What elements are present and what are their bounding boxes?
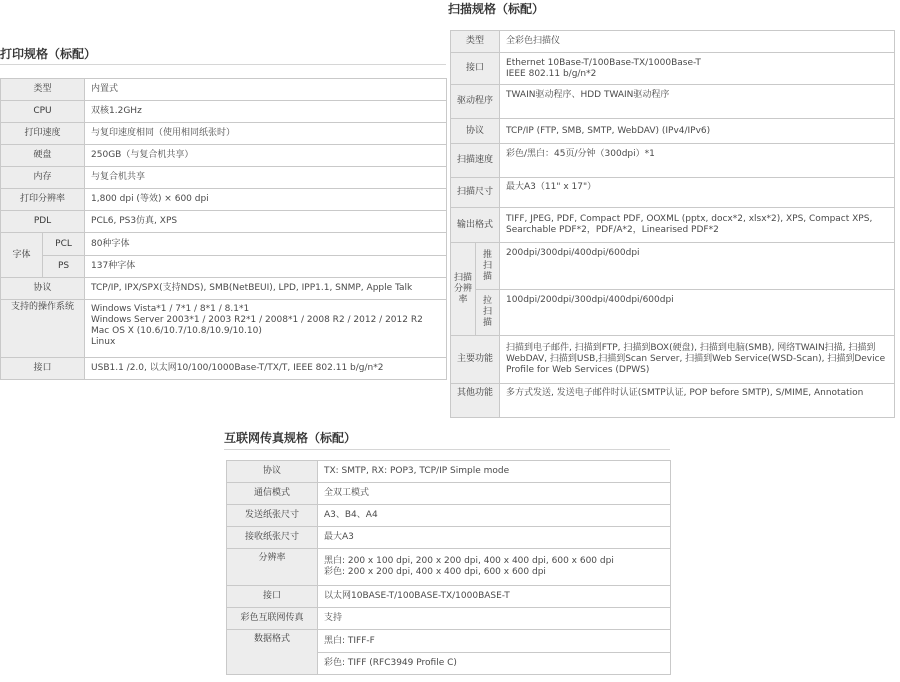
spec-value: TWAIN驱动程序、HDD TWAIN驱动程序 — [500, 85, 895, 119]
spec-value: 全双工模式 — [318, 483, 671, 505]
spec-key: 数据格式 — [227, 630, 318, 675]
spec-key: 分辨率 — [227, 549, 318, 586]
spec-value: 扫描到电子邮件, 扫描到FTP, 扫描到BOX(硬盘), 扫描到电脑(SMB), 网络TWAIN扫描, 扫描到WebDAV, 扫描到USB,扫描到Scan Server, 扫描到Web Service(WSD-Scan), 扫描到Device Profile for Web Services (DPWS) — [500, 336, 895, 384]
spec-value: 多方式发送, 发送电子邮件时认证(SMTP认证, POP before SMTP), S/MIME, Annotation — [500, 384, 895, 418]
spec-key: 主要功能 — [451, 336, 500, 384]
spec-subkey: 推扫描 — [476, 243, 500, 290]
spec-value: 黑白: TIFF-F — [318, 630, 671, 653]
spec-value: 支持 — [318, 608, 671, 630]
table-row — [451, 144, 895, 178]
spec-value: 全彩色扫描仪 — [500, 31, 895, 53]
spec-value: TCP/IP, IPX/SPX(支持NDS), SMB(NetBEUI), LPD, IPP1.1, SNMP, Apple Talk — [85, 278, 447, 300]
spec-key: 接口 — [451, 53, 500, 85]
spec-key: CPU — [1, 101, 85, 123]
table-row — [227, 549, 671, 586]
spec-value: PCL6, PS3仿真, XPS — [85, 211, 447, 233]
spec-key: PDL — [1, 211, 85, 233]
table-row — [451, 290, 895, 336]
spec-value: TX: SMTP, RX: POP3, TCP/IP Simple mode — [318, 461, 671, 483]
scan-spec-title: 扫描规格（标配） — [448, 2, 545, 16]
table-row — [1, 79, 447, 101]
spec-subkey: 拉扫描 — [476, 290, 500, 336]
table-row — [451, 178, 895, 208]
spec-value: Ethernet 10Base-T/100Base-TX/1000Base-T IEEE 802.11 b/g/n*2 — [500, 53, 895, 85]
table-row — [1, 167, 447, 189]
table-row — [451, 119, 895, 144]
spec-value: 80种字体 — [85, 233, 447, 256]
table-row — [227, 608, 671, 630]
spec-value: 最大A3 — [318, 527, 671, 549]
spec-key: 类型 — [1, 79, 85, 101]
table-row — [1, 278, 447, 300]
spec-value: 100dpi/200dpi/300dpi/400dpi/600dpi — [500, 290, 895, 336]
table-row — [227, 505, 671, 527]
spec-key: 打印分辨率 — [1, 189, 85, 211]
spec-value: 以太网10BASE-T/100BASE-TX/1000BASE-T — [318, 586, 671, 608]
table-row — [451, 208, 895, 243]
spec-value: 137种字体 — [85, 256, 447, 278]
table-row — [451, 243, 895, 290]
table-row — [227, 483, 671, 505]
spec-key: 类型 — [451, 31, 500, 53]
table-row — [1, 123, 447, 145]
table-row — [1, 189, 447, 211]
table-row — [451, 85, 895, 119]
fax-spec-rule — [224, 449, 670, 450]
table-row — [227, 461, 671, 483]
spec-key: 扫描尺寸 — [451, 178, 500, 208]
table-row — [227, 630, 671, 653]
table-row — [1, 211, 447, 233]
print-spec-rule — [0, 64, 446, 65]
spec-key: 其他功能 — [451, 384, 500, 418]
print-spec-table — [0, 78, 447, 380]
table-row — [1, 300, 447, 358]
spec-key: 硬盘 — [1, 145, 85, 167]
spec-value: 与复印速度相同（使用相同纸张时） — [85, 123, 447, 145]
table-row — [451, 31, 895, 53]
table-row — [451, 384, 895, 418]
spec-value: Windows Vista*1 / 7*1 / 8*1 / 8.1*1 Windows Server 2003*1 / 2003 R2*1 / 2008*1 / 2008 R2 / 2012 / 2012 R2 Mac OS X (10.6/10.7/10.8/10.9/10.10) Linux — [85, 300, 447, 358]
spec-key: 协议 — [451, 119, 500, 144]
table-row — [227, 527, 671, 549]
table-row — [1, 233, 447, 256]
spec-value: 双核1.2GHz — [85, 101, 447, 123]
spec-value: USB1.1 /2.0, 以太网10/100/1000Base-T/TX/T, IEEE 802.11 b/g/n*2 — [85, 358, 447, 380]
spec-value: TCP/IP (FTP, SMB, SMTP, WebDAV) (IPv4/IPv6) — [500, 119, 895, 144]
spec-key: 内存 — [1, 167, 85, 189]
spec-value: 1,800 dpi (等效) × 600 dpi — [85, 189, 447, 211]
spec-value: 最大A3（11" x 17"） — [500, 178, 895, 208]
spec-key: 接口 — [227, 586, 318, 608]
spec-key: 接收纸张尺寸 — [227, 527, 318, 549]
table-row — [1, 101, 447, 123]
spec-subkey: PCL — [43, 233, 85, 256]
spec-value: 与复合机共享 — [85, 167, 447, 189]
spec-value: 黑白: 200 x 100 dpi, 200 x 200 dpi, 400 x 400 dpi, 600 x 600 dpi 彩色: 200 x 200 dpi, 400 x 400 dpi, 600 x 600 dpi — [318, 549, 671, 586]
table-row — [227, 586, 671, 608]
spec-key: 通信模式 — [227, 483, 318, 505]
spec-value: 彩色: TIFF (RFC3949 Profile C) — [318, 653, 671, 675]
spec-key: 协议 — [1, 278, 85, 300]
spec-key: 扫描速度 — [451, 144, 500, 178]
spec-key: 协议 — [227, 461, 318, 483]
spec-key: 打印速度 — [1, 123, 85, 145]
spec-value: 200dpi/300dpi/400dpi/600dpi — [500, 243, 895, 290]
table-row — [451, 336, 895, 384]
fax-spec-title: 互联网传真规格（标配） — [224, 431, 357, 445]
print-spec-title: 打印规格（标配） — [0, 47, 97, 61]
spec-value: 250GB（与复合机共享） — [85, 145, 447, 167]
spec-key: 支持的操作系统 — [1, 300, 85, 358]
spec-key: 驱动程序 — [451, 85, 500, 119]
scan-spec-table — [450, 30, 895, 418]
spec-subkey: PS — [43, 256, 85, 278]
spec-key: 输出格式 — [451, 208, 500, 243]
spec-key: 彩色互联网传真 — [227, 608, 318, 630]
spec-key: 接口 — [1, 358, 85, 380]
table-row — [1, 145, 447, 167]
spec-value: 内置式 — [85, 79, 447, 101]
spec-key: 发送纸张尺寸 — [227, 505, 318, 527]
spec-value: 彩色/黑白：45页/分钟（300dpi）*1 — [500, 144, 895, 178]
fax-spec-table — [226, 460, 671, 675]
spec-key: 字体 — [1, 233, 43, 278]
table-row — [1, 256, 447, 278]
spec-key: 扫描分辨率 — [451, 243, 476, 336]
table-row — [1, 358, 447, 380]
spec-value: TIFF, JPEG, PDF, Compact PDF, OOXML (pptx, docx*2, xlsx*2), XPS, Compact XPS, Searchable PDF*2，PDF/A*2，Linearised PDF*2 — [500, 208, 895, 243]
table-row — [451, 53, 895, 85]
spec-value: A3、B4、A4 — [318, 505, 671, 527]
